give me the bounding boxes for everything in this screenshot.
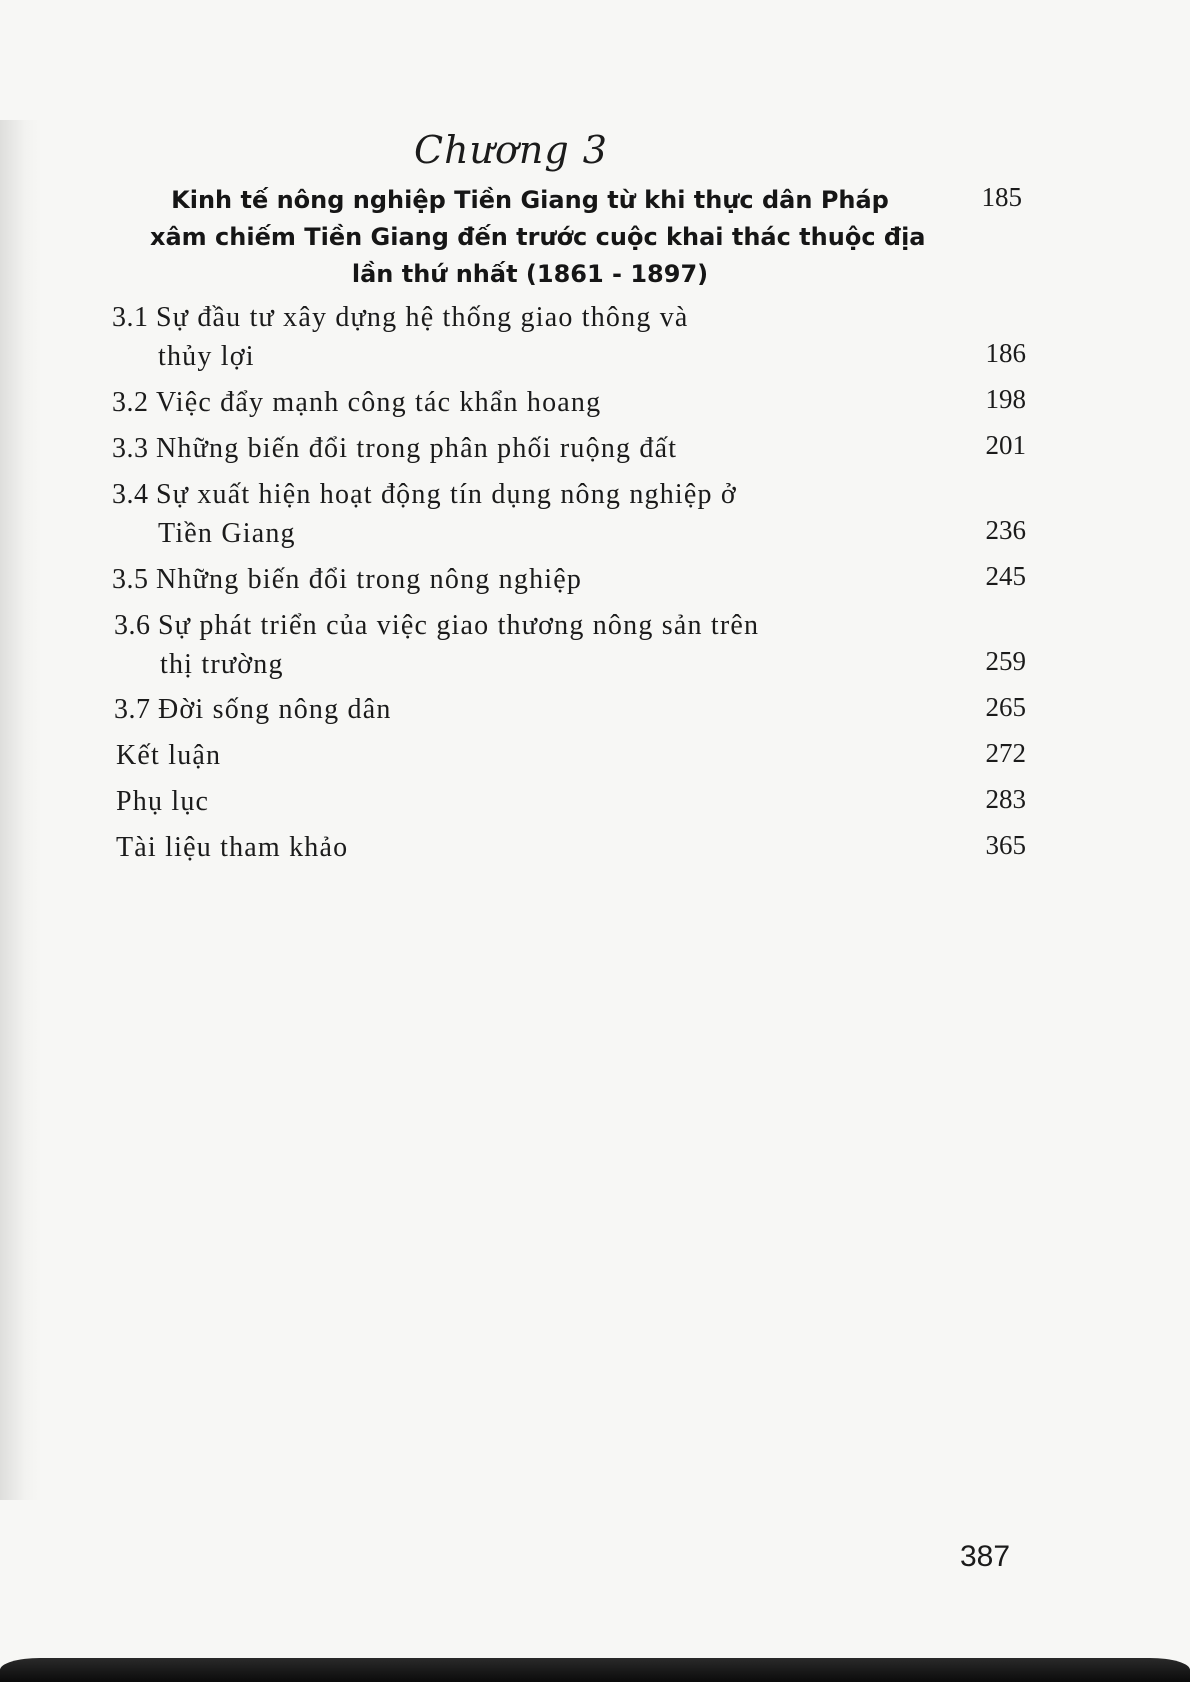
section-number: 3.1: [112, 302, 149, 333]
section-title-line: Sự xuất hiện hoạt động tín dụng nông nghiệp ở: [156, 479, 737, 510]
page-bottom-edge: [0, 1658, 1190, 1682]
section-title-line: Sự phát triển của việc giao thương nông sản trên: [158, 610, 760, 641]
section-page-number: 186: [985, 338, 1026, 368]
section-number: 3.4: [112, 479, 149, 510]
section-number: 3.2: [112, 387, 149, 418]
back-matter-page-number: 365: [985, 830, 1026, 860]
section-title-line: Những biến đổi trong phân phối ruộng đất: [156, 433, 678, 464]
section-number: 3.5: [112, 564, 149, 595]
chapter-title-line: xâm chiếm Tiền Giang đến trước cuộc khai thác thuộc địa: [150, 223, 926, 251]
section-title-line: Những biến đổi trong nông nghiệp: [156, 564, 583, 595]
chapter-title-line: Kinh tế nông nghiệp Tiền Giang từ khi thực dân Pháp: [171, 186, 889, 214]
section-title-line: thị trường: [160, 649, 284, 680]
section-number: 3.3: [112, 433, 149, 464]
section-number: 3.6: [114, 610, 151, 641]
back-matter-label: Tài liệu tham khảo: [116, 832, 349, 863]
section-page-number: 245: [985, 561, 1026, 591]
chapter-title-line: lần thứ nhất (1861 - 1897): [351, 260, 709, 288]
gutter-shadow: [0, 120, 42, 1500]
back-matter-label: Phụ lục: [116, 786, 210, 817]
section-page-number: 259: [985, 646, 1026, 676]
page-folio-number: 387: [960, 1540, 1011, 1573]
section-page-number: 265: [985, 692, 1026, 722]
chapter-heading: Chương 3: [414, 128, 608, 172]
chapter-page-number: 185: [981, 182, 1022, 212]
section-title-line: Đời sống nông dân: [158, 694, 392, 725]
back-matter-page-number: 272: [985, 738, 1026, 768]
section-title-line: Sự đầu tư xây dựng hệ thống giao thông và: [156, 302, 689, 333]
section-title-line: Việc đẩy mạnh công tác khẩn hoang: [156, 387, 602, 418]
section-title-line: Tiền Giang: [158, 518, 296, 549]
section-title-line: thủy lợi: [158, 341, 255, 372]
back-matter-page-number: 283: [985, 784, 1026, 814]
section-page-number: 198: [985, 384, 1026, 414]
section-page-number: 236: [985, 515, 1026, 545]
section-number: 3.7: [114, 694, 151, 725]
back-matter-label: Kết luận: [116, 740, 222, 771]
chapter-title: [150, 182, 926, 293]
section-page-number: 201: [985, 430, 1026, 460]
